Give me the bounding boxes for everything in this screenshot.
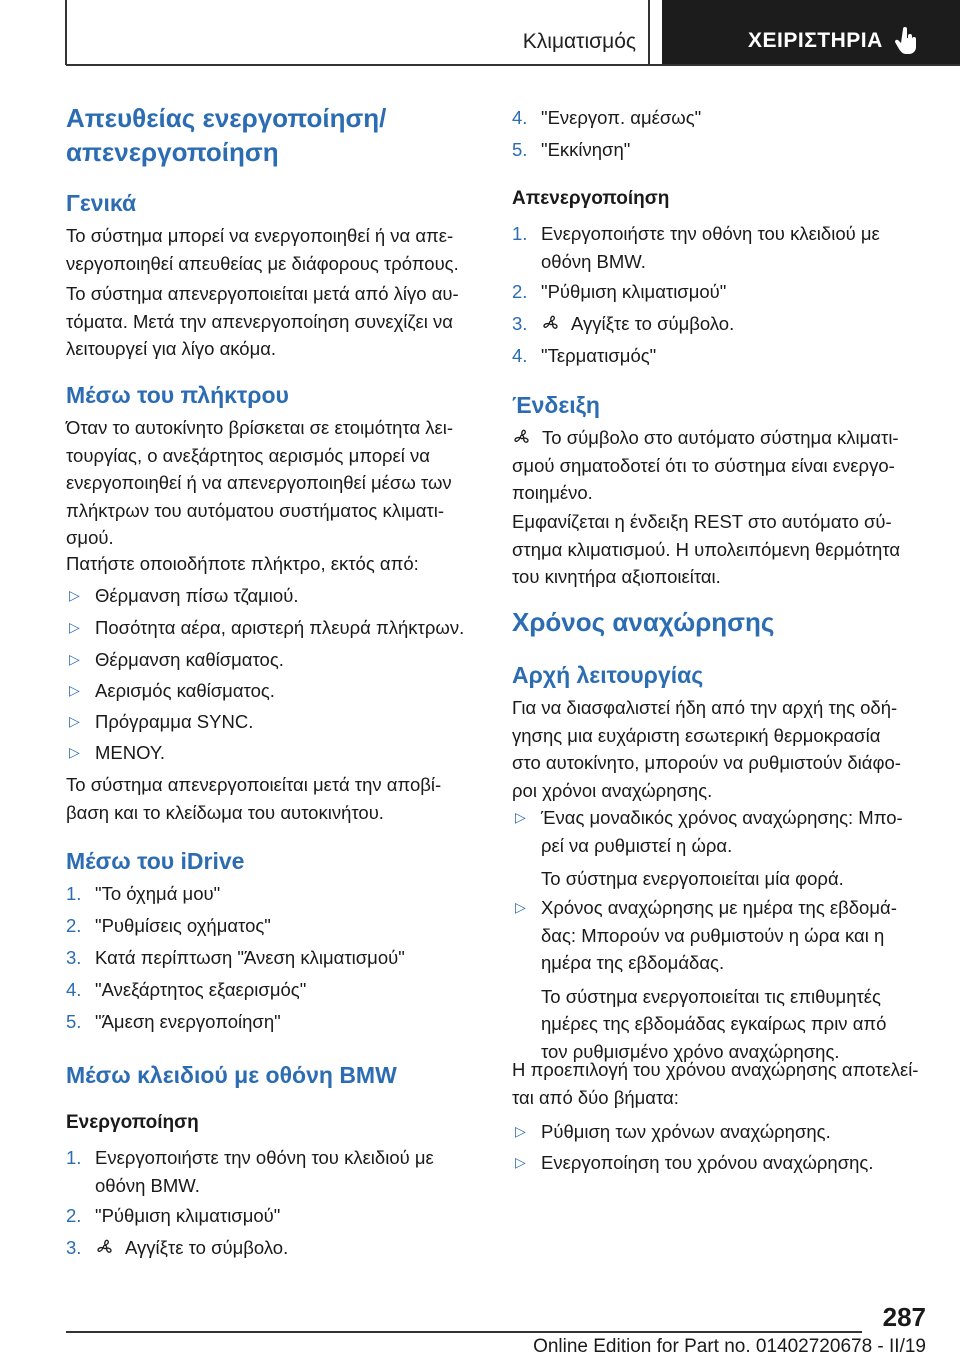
text-line: Το σύστημα ενεργοποιείται τις επιθυμητές [541, 985, 881, 1007]
fan-symbol-icon [512, 428, 532, 446]
triangle-bullet-icon: ▷ [69, 744, 80, 760]
triangle-bullet-icon: ▷ [69, 651, 80, 667]
text-line: λειτουργεί για λίγο ακόμα. [66, 338, 277, 359]
text-line: Ενεργοποιήστε την οθόνη του κλειδιού με [95, 1147, 434, 1168]
triangle-bullet-icon: ▷ [69, 682, 80, 698]
triangle-bullet-icon: ▷ [515, 899, 526, 915]
triangle-bullet-icon: ▷ [515, 809, 526, 825]
departure-title: Χρόνος αναχώρησης [512, 607, 775, 637]
text-line: ποιημένο. [512, 482, 593, 503]
principle-heading: Αρχή λειτουργίας [512, 662, 704, 688]
header-chapter-tab[interactable] [662, 0, 960, 64]
hand-pointer-icon [894, 26, 920, 56]
general-paragraph-2 [66, 280, 459, 363]
triangle-bullet-icon: ▷ [515, 1123, 526, 1139]
indicator-paragraph-2 [512, 508, 926, 591]
section-title-line1: Απευθείας ενεργοποίηση/ [66, 103, 387, 133]
text-line: Για να διασφαλιστεί ήδη από την αρχή της οδή- [512, 697, 898, 718]
button-heading: Μέσω του πλήκτρου [66, 382, 289, 408]
text-line: σμού σηματοδοτεί ότι το σύστημα είναι ενεργο- [512, 454, 895, 476]
triangle-bullet-icon: ▷ [69, 713, 80, 729]
text-line: βαση και το κλείδωμα του αυτοκινήτου. [66, 801, 384, 823]
text-line: οθόνη BMW. [541, 250, 646, 272]
header-bottom-rule [66, 64, 960, 66]
header-mid-rule [648, 0, 650, 65]
text-line: ροι χρόνοι αναχώρησης. [512, 779, 713, 801]
text-line: ενεργοποιηθεί ή να απενεργοποιηθεί μέσω των [66, 472, 452, 493]
text-line: τουργίας, ο ανεξάρτητος αερισμός μπορεί να [66, 444, 430, 466]
text-line: γησης μια ευχάριστη εσωτερική θερμοκρασία [512, 724, 881, 746]
footer-rule [66, 1331, 862, 1333]
text-line: Χρόνος αναχώρησης με ημέρα της εβδομά- [541, 897, 897, 918]
text-line: Το σύστημα ενεργοποιείται μία φορά. [541, 868, 844, 889]
key-heading: Μέσω κλειδιού με οθόνη BMW [66, 1062, 397, 1088]
fan-symbol-icon [95, 1238, 115, 1256]
text-line: Το σύστημα μπορεί να ενεργοποιηθεί ή να απε- [66, 225, 454, 246]
text-line: σμού. [66, 527, 114, 548]
text-line: Ένας μοναδικός χρόνος αναχώρησης: Μπο- [541, 807, 903, 828]
principle-paragraph [512, 694, 926, 804]
text-line: οθόνη BMW. [95, 1174, 200, 1196]
text-line: ημέρα της εβδομάδας. [541, 952, 725, 973]
activation-heading: Ενεργοποίηση [66, 1112, 199, 1133]
triangle-bullet-icon: ▷ [69, 619, 80, 635]
fan-symbol-icon [541, 314, 561, 332]
button-paragraph-2: Πατήστε οποιοδήποτε πλήκτρο, εκτός από: [66, 553, 419, 574]
text-line: πλήκτρων του αυτόματου συστήματος κλιματι- [66, 499, 445, 521]
text-line: ρεί να ρυθμιστεί η ώρα. [541, 834, 733, 856]
indicator-paragraph-1 [512, 424, 926, 507]
section-title-line2: απενεργοποίηση [66, 137, 279, 167]
button-paragraph-3 [66, 771, 441, 826]
idrive-heading: Μέσω του iDrive [66, 848, 245, 874]
triangle-bullet-icon: ▷ [69, 587, 80, 603]
header-chapter-label: ΧΕΙΡΙΣΤΗΡΙΑ [748, 29, 883, 52]
text-line: Το σύστημα απενεργοποιείται μετά από λίγο αυ- [66, 283, 459, 304]
text-line: του κινητήρα αξιοποιείται. [512, 566, 721, 587]
text-line: Ενεργοποιήστε την οθόνη του κλειδιού με [541, 223, 880, 244]
text-line: τόματα. Μετά την απενεργοποίηση συνεχίζει να [66, 310, 453, 332]
text-line: ται από δύο βήματα: [512, 1086, 679, 1108]
preselect-paragraph [512, 1056, 926, 1111]
general-paragraph-1 [66, 222, 459, 277]
text-line: Το σύμβολο στο αυτόματο σύστημα κλιματι- [512, 424, 926, 452]
indicator-heading: Ένδειξη [512, 392, 600, 418]
triangle-bullet-icon: ▷ [515, 1154, 526, 1170]
text-line: Όταν το αυτοκίνητο βρίσκεται σε ετοιμότητα λει- [66, 417, 454, 438]
text-line: στημα κλιματισμού. Η υπολειπόμενη θερμότητα [512, 538, 901, 560]
text-line: τον ρυθμισμένο χρόνο αναχώρησης. [541, 1040, 840, 1062]
footer-edition: Online Edition for Part no. 01402720678 - II/19 [533, 1336, 926, 1357]
text-line: δας: Μπορούν να ρυθμιστούν η ώρα και η [541, 924, 885, 946]
text-line: Το σύστημα απενεργοποιείται μετά την αποβί- [66, 774, 442, 795]
text-line: Η προεπιλογή του χρόνου αναχώρησης αποτελεί- [512, 1059, 919, 1080]
button-paragraph-1 [66, 414, 453, 552]
header-section-title: Κλιματισμός [522, 30, 636, 53]
page-number: 287 [882, 1302, 926, 1332]
text-line: Εμφανίζεται η ένδειξη REST στο αυτόματο σύ- [512, 511, 892, 532]
text-line: ημέρες της εβδομάδας εγκαίρως πριν από [541, 1013, 887, 1034]
general-heading: Γενικά [66, 190, 137, 216]
deactivation-heading: Απενεργοποίηση [512, 188, 670, 209]
text-line: στο αυτοκίνητο, μπορούν να ρυθμιστούν διάφο- [512, 752, 901, 773]
text-line: νεργοποιηθεί απευθείας με διάφορους τρόπους. [66, 252, 459, 274]
